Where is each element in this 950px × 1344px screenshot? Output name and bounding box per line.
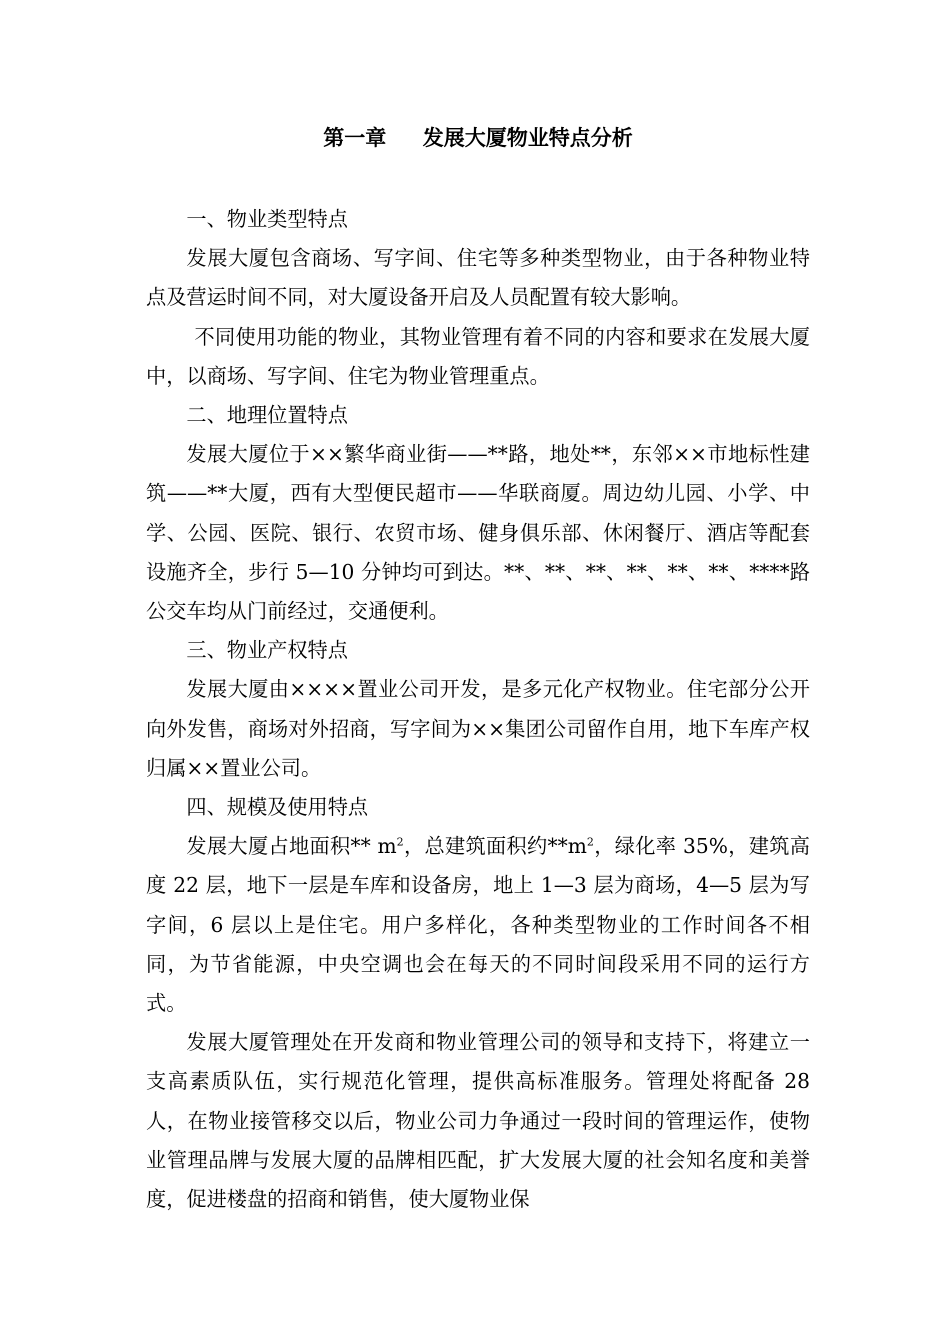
paragraph-scale-part-c: ，绿化率 35%，建筑高度 22 层，地下一层是车库和设备房，地上 1—3 层为商场，4—5 层为写字间，6 层以上是住宅。用户多样化，各种类型物业的工作时间各不相同，为节省能源，中央空调也会在每天的不同时间段采用不同的运行方式。	[146, 834, 810, 1016]
section-heading-location: 二、地理位置特点	[186, 403, 348, 428]
paragraph-ownership: 发展大厦由××××置业公司开发，是多元化产权物业。住宅部分公开向外发售，商场对外招商，写字间为××集团公司留作自用，地下车库产权归属××置业公司。	[146, 677, 810, 780]
paragraph-scale	[146, 827, 810, 1023]
chapter-title: 第一章 发展大厦物业特点分析	[323, 126, 633, 150]
document-page	[146, 0, 810, 1344]
paragraph-location: 发展大厦位于××繁华商业街——**路，地处**，东邻××市地标性建筑——**大厦，西有大型便民超市——华联商厦。周边幼儿园、小学、中学、公园、医院、银行、农贸市场、健身俱乐部、休闲餐厅、酒店等配套设施齐全，步行 5—10 分钟均可到达。**、**、**、**、**、**、****路公交车均从门前经过，交通便利。	[146, 442, 810, 624]
paragraph-scale-part-a: 发展大厦占地面积** m	[186, 834, 397, 859]
paragraph-property-type-1: 发展大厦包含商场、写字间、住宅等多种类型物业，由于各种物业特点及营运时间不同，对大厦设备开启及人员配置有较大影响。	[146, 246, 810, 310]
section-heading-scale: 四、规模及使用特点	[186, 795, 369, 820]
superscript-square-2: 2	[586, 835, 594, 849]
document-body	[146, 200, 810, 1219]
superscript-square-1: 2	[396, 835, 404, 849]
paragraph-property-type-2: 不同使用功能的物业，其物业管理有着不同的内容和要求在发展大厦中，以商场、写字间、住宅为物业管理重点。	[146, 324, 810, 388]
paragraph-management: 发展大厦管理处在开发商和物业管理公司的领导和支持下，将建立一支高素质队伍，实行规范化管理，提供高标准服务。管理处将配备 28 人，在物业接管移交以后，物业公司力争通过一段时间的管理运作，使物业管理品牌与发展大厦的品牌相匹配，扩大发展大厦的社会知名度和美誉度，促进楼盘的招商和销售，使大厦物业保	[146, 1030, 810, 1212]
section-heading-property-type: 一、物业类型特点	[186, 207, 348, 231]
paragraph-scale-part-b: ，总建筑面积约**m	[403, 834, 587, 859]
section-heading-ownership: 三、物业产权特点	[186, 638, 348, 663]
